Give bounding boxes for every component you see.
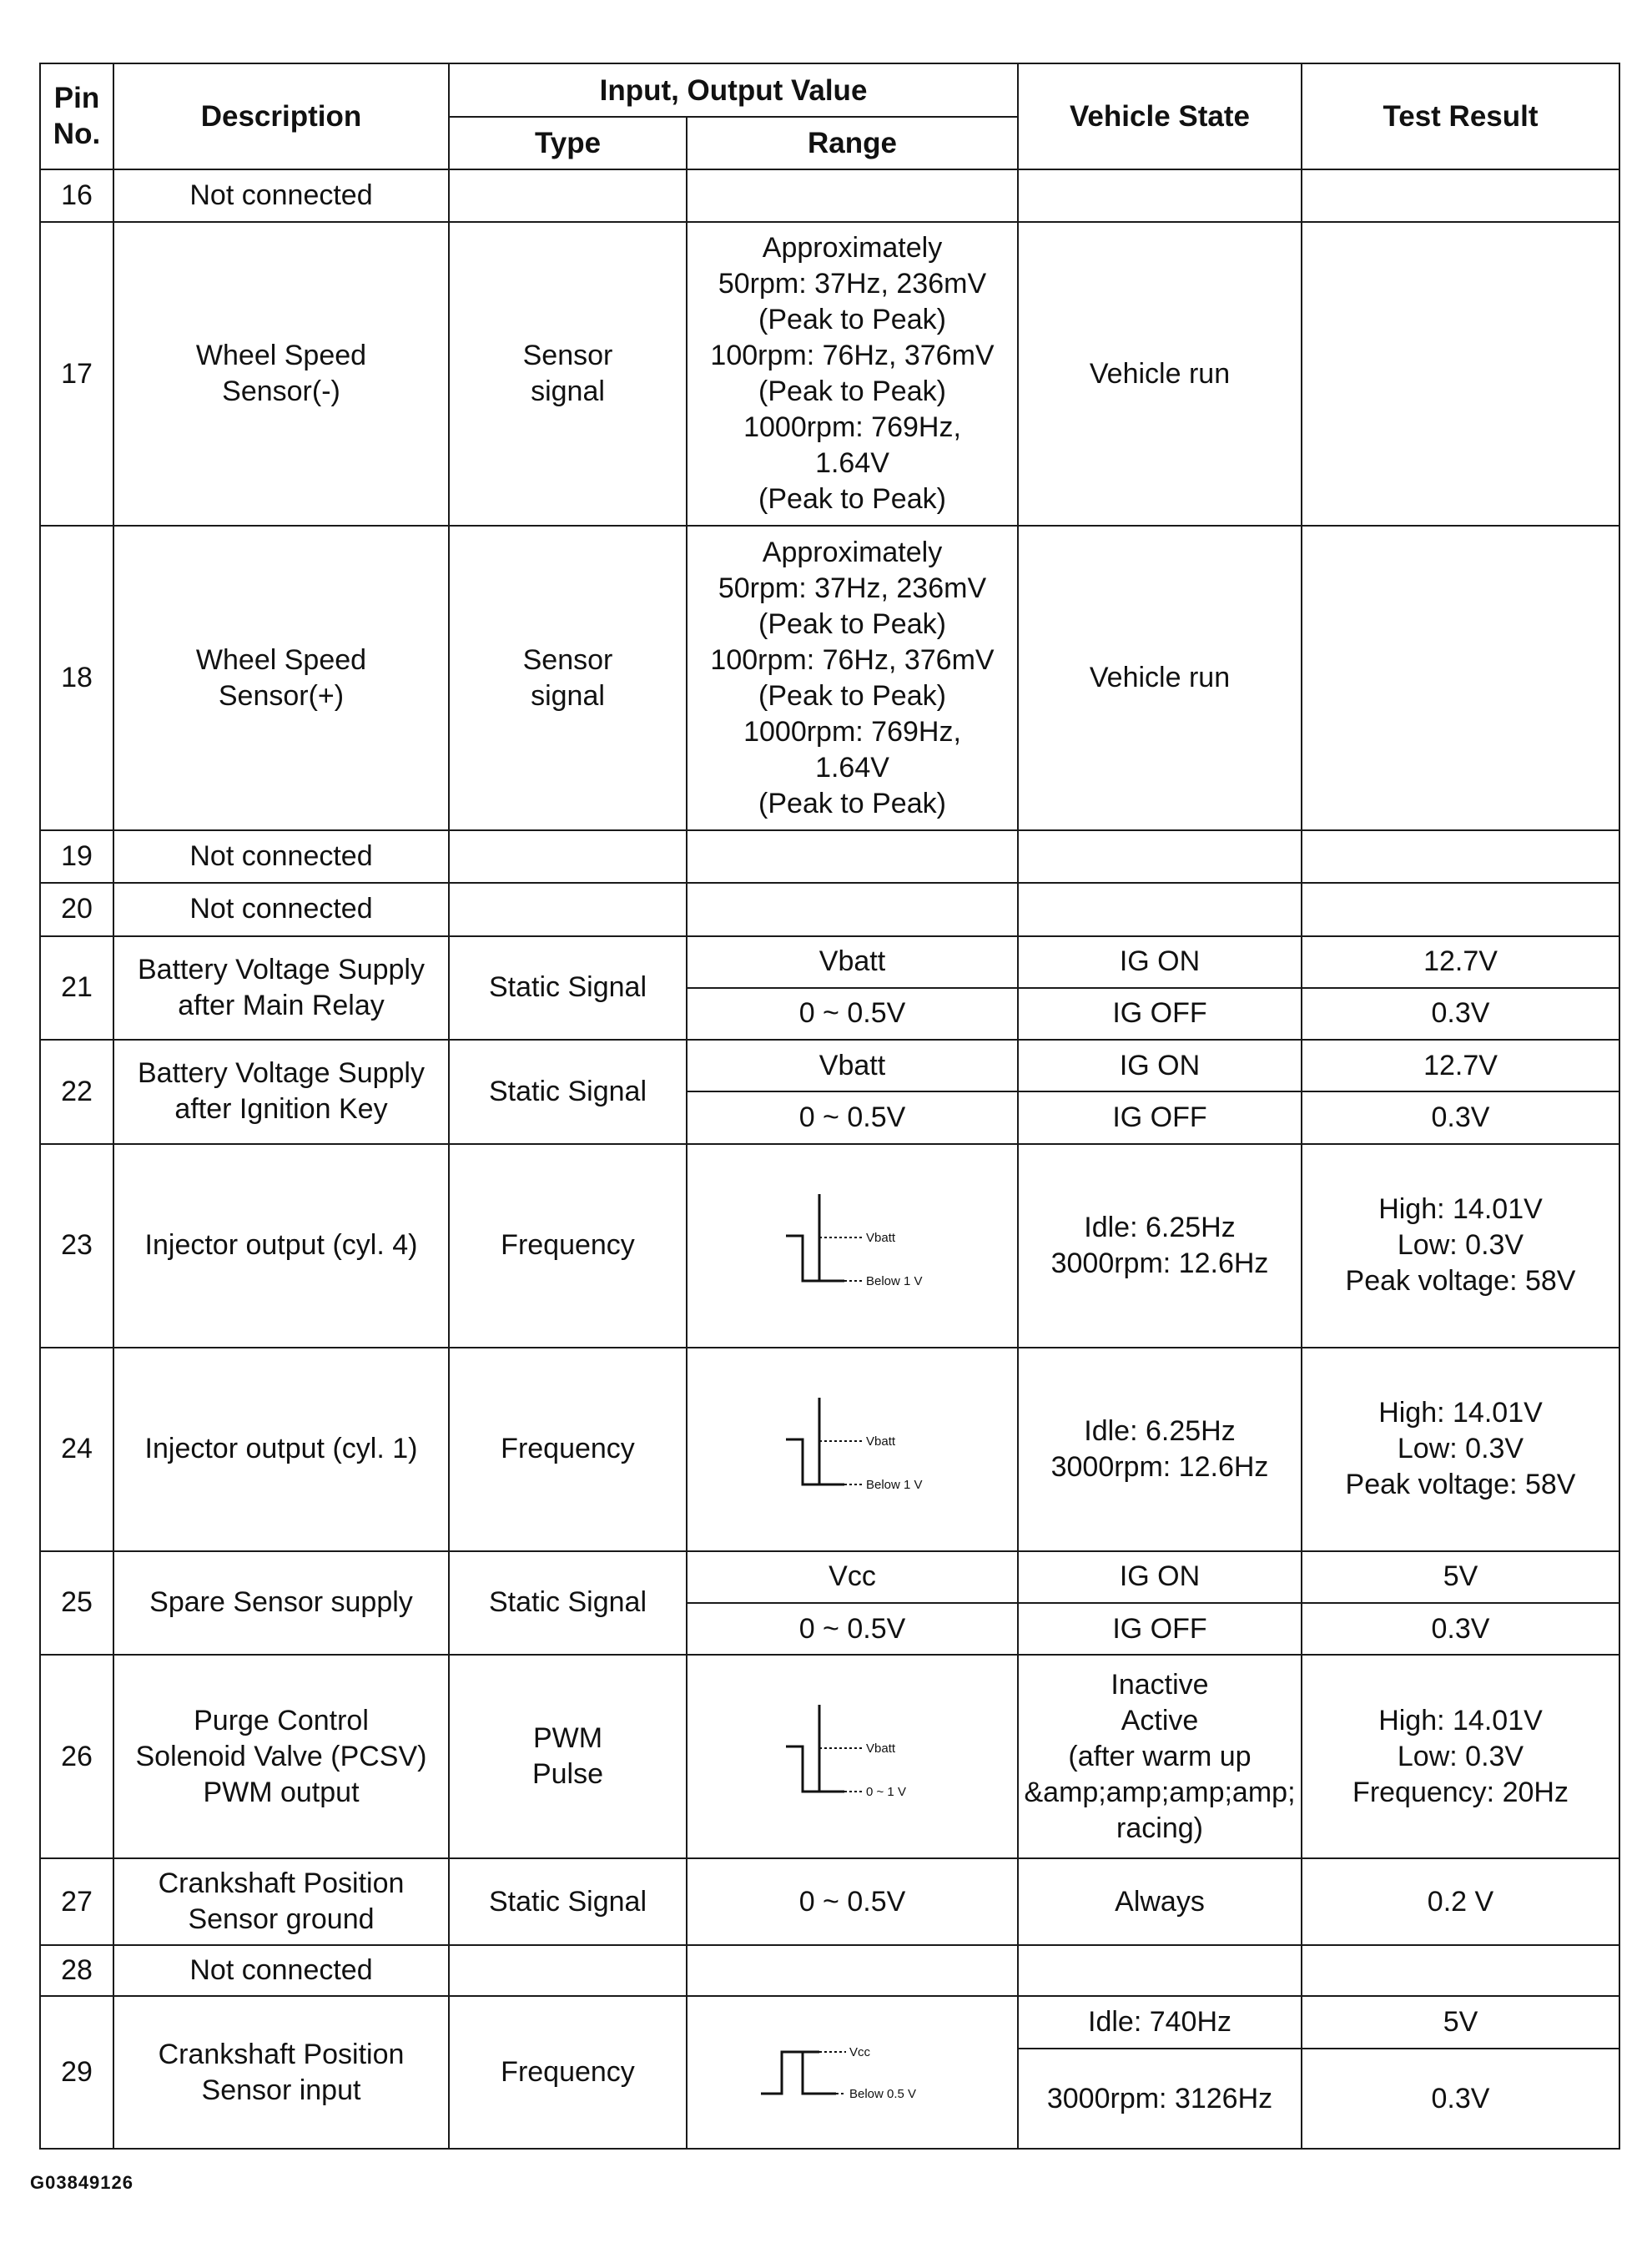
range-cell: [687, 1348, 1018, 1551]
pin-number: 24: [40, 1348, 113, 1551]
injector-waveform-icon: [753, 1187, 953, 1304]
description-cell: Battery Voltage Supply after Main Relay: [113, 936, 449, 1041]
wave-low-label: Below 0.5 V: [849, 2086, 916, 2101]
test-result-cell: 0.3V: [1302, 988, 1619, 1040]
pin-number: 23: [40, 1144, 113, 1348]
range-cell: 0 ~ 0.5V: [687, 1603, 1018, 1655]
pin-number: 29: [40, 1996, 113, 2149]
pin-number: 20: [40, 883, 113, 935]
description-cell: Purge Control Solenoid Valve (PCSV) PWM output: [113, 1655, 449, 1858]
type-cell: Frequency: [449, 1144, 687, 1348]
vehicle-state-cell: IG ON: [1018, 1551, 1302, 1603]
table-row: [40, 1551, 1619, 1603]
range-cell: 0 ~ 0.5V: [687, 1091, 1018, 1143]
type-cell: Frequency: [449, 1348, 687, 1551]
pwm-waveform-icon: [753, 1698, 953, 1815]
test-result-cell: High: 14.01V Low: 0.3V Peak voltage: 58V: [1302, 1348, 1619, 1551]
pin-number: 26: [40, 1655, 113, 1858]
pin-number: 22: [40, 1040, 113, 1144]
table-row: [40, 1945, 1619, 1996]
test-result-cell: 5V: [1302, 1551, 1619, 1603]
pin-number: 16: [40, 169, 113, 222]
wave-low-label: Below 1 V: [865, 1477, 923, 1492]
test-result-cell: 12.7V: [1302, 936, 1619, 988]
pin-number: 19: [40, 830, 113, 883]
range-cell: 0 ~ 0.5V: [687, 988, 1018, 1040]
test-result-cell: 0.3V: [1302, 1603, 1619, 1655]
description-cell: Wheel Speed Sensor(-): [113, 222, 449, 527]
vehicle-state-cell: 3000rpm: 3126Hz: [1018, 2049, 1302, 2149]
range-cell: [687, 1144, 1018, 1348]
vehicle-state-cell: Idle: 6.25Hz 3000rpm: 12.6Hz: [1018, 1144, 1302, 1348]
description-cell: Injector output (cyl. 4): [113, 1144, 449, 1348]
type-cell: Static Signal: [449, 936, 687, 1041]
wave-high-label: Vbatt: [865, 1434, 895, 1449]
wave-high-label: Vbatt: [865, 1230, 895, 1245]
pin-number: 17: [40, 222, 113, 527]
range-cell: 0 ~ 0.5V: [687, 1858, 1018, 1944]
vehicle-state-cell: Vehicle run: [1018, 222, 1302, 527]
wave-low-label: Below 1 V: [865, 1273, 923, 1288]
header-description: Description: [113, 63, 449, 169]
header-test-result: Test Result: [1302, 63, 1619, 169]
vehicle-state-cell: IG ON: [1018, 1040, 1302, 1091]
description-cell: Wheel Speed Sensor(+): [113, 526, 449, 830]
header-io-value: Input, Output Value: [449, 63, 1018, 117]
pin-number: 21: [40, 936, 113, 1041]
description-cell: Battery Voltage Supply after Ignition Key: [113, 1040, 449, 1144]
description-cell: Not connected: [113, 883, 449, 935]
figure-id-caption: G03849126: [30, 2172, 133, 2193]
header-vehicle-state: Vehicle State: [1018, 63, 1302, 169]
type-cell: Frequency: [449, 1996, 687, 2149]
table-row: [40, 1655, 1619, 1858]
wave-low-label: 0 ~ 1 V: [865, 1785, 906, 1800]
description-cell: Not connected: [113, 169, 449, 222]
test-result-cell: High: 14.01V Low: 0.3V Peak voltage: 58V: [1302, 1144, 1619, 1348]
table-row: [40, 169, 1619, 222]
vehicle-state-cell: IG ON: [1018, 936, 1302, 988]
range-cell: Vbatt: [687, 936, 1018, 988]
range-cell: Vbatt: [687, 1040, 1018, 1091]
range-cell: Vcc: [687, 1551, 1018, 1603]
pin-number: 25: [40, 1551, 113, 1656]
vehicle-state-cell: IG OFF: [1018, 1091, 1302, 1143]
header-type: Type: [449, 117, 687, 169]
table-row: [40, 526, 1619, 830]
header-pin-no: Pin No.: [40, 63, 113, 169]
test-result-cell: 0.2 V: [1302, 1858, 1619, 1944]
vehicle-state-cell: Always: [1018, 1858, 1302, 1944]
description-cell: Crankshaft Position Sensor ground: [113, 1858, 449, 1944]
table-row: [40, 936, 1619, 988]
description-cell: Not connected: [113, 830, 449, 883]
pin-table: [39, 63, 1620, 2150]
range-cell: [687, 1996, 1018, 2149]
vehicle-state-cell: IG OFF: [1018, 1603, 1302, 1655]
range-cell: Approximately 50rpm: 37Hz, 236mV (Peak to Peak) 100rpm: 76Hz, 376mV (Peak to Peak) 1000rpm: 769Hz, 1.64V (Peak to Peak): [687, 222, 1018, 527]
pin-number: 27: [40, 1858, 113, 1944]
vehicle-state-cell: Idle: 6.25Hz 3000rpm: 12.6Hz: [1018, 1348, 1302, 1551]
injector-waveform-icon: [753, 1391, 953, 1508]
table-row: [40, 1348, 1619, 1551]
type-cell: Static Signal: [449, 1551, 687, 1656]
test-result-cell: 0.3V: [1302, 1091, 1619, 1143]
type-cell: Sensor signal: [449, 526, 687, 830]
pin-number: 18: [40, 526, 113, 830]
crank-sensor-waveform-icon: [744, 2035, 961, 2110]
vehicle-state-cell: IG OFF: [1018, 988, 1302, 1040]
wave-high-label: Vbatt: [865, 1741, 895, 1757]
description-cell: Crankshaft Position Sensor input: [113, 1996, 449, 2149]
test-result-cell: High: 14.01V Low: 0.3V Frequency: 20Hz: [1302, 1655, 1619, 1858]
type-cell: Static Signal: [449, 1858, 687, 1944]
type-cell: PWM Pulse: [449, 1655, 687, 1858]
table-row: [40, 1040, 1619, 1091]
wave-high-label: Vcc: [849, 2044, 870, 2059]
test-result-cell: 0.3V: [1302, 2049, 1619, 2149]
vehicle-state-cell: Vehicle run: [1018, 526, 1302, 830]
type-cell: Static Signal: [449, 1040, 687, 1144]
vehicle-state-cell: Inactive Active (after warm up &amp;amp;amp;amp; racing): [1018, 1655, 1302, 1858]
description-cell: Injector output (cyl. 1): [113, 1348, 449, 1551]
header-range: Range: [687, 117, 1018, 169]
table-row: [40, 1144, 1619, 1348]
table-row: [40, 830, 1619, 883]
range-cell: Approximately 50rpm: 37Hz, 236mV (Peak to Peak) 100rpm: 76Hz, 376mV (Peak to Peak) 1000rpm: 769Hz, 1.64V (Peak to Peak): [687, 526, 1018, 830]
table-row: [40, 222, 1619, 527]
description-cell: Spare Sensor supply: [113, 1551, 449, 1656]
pin-number: 28: [40, 1945, 113, 1996]
type-cell: Sensor signal: [449, 222, 687, 527]
table-row: [40, 883, 1619, 935]
test-result-cell: 5V: [1302, 1996, 1619, 2049]
description-cell: Not connected: [113, 1945, 449, 1996]
vehicle-state-cell: Idle: 740Hz: [1018, 1996, 1302, 2049]
table-row: [40, 1858, 1619, 1944]
range-cell: [687, 1655, 1018, 1858]
table-row: [40, 1996, 1619, 2049]
test-result-cell: 12.7V: [1302, 1040, 1619, 1091]
